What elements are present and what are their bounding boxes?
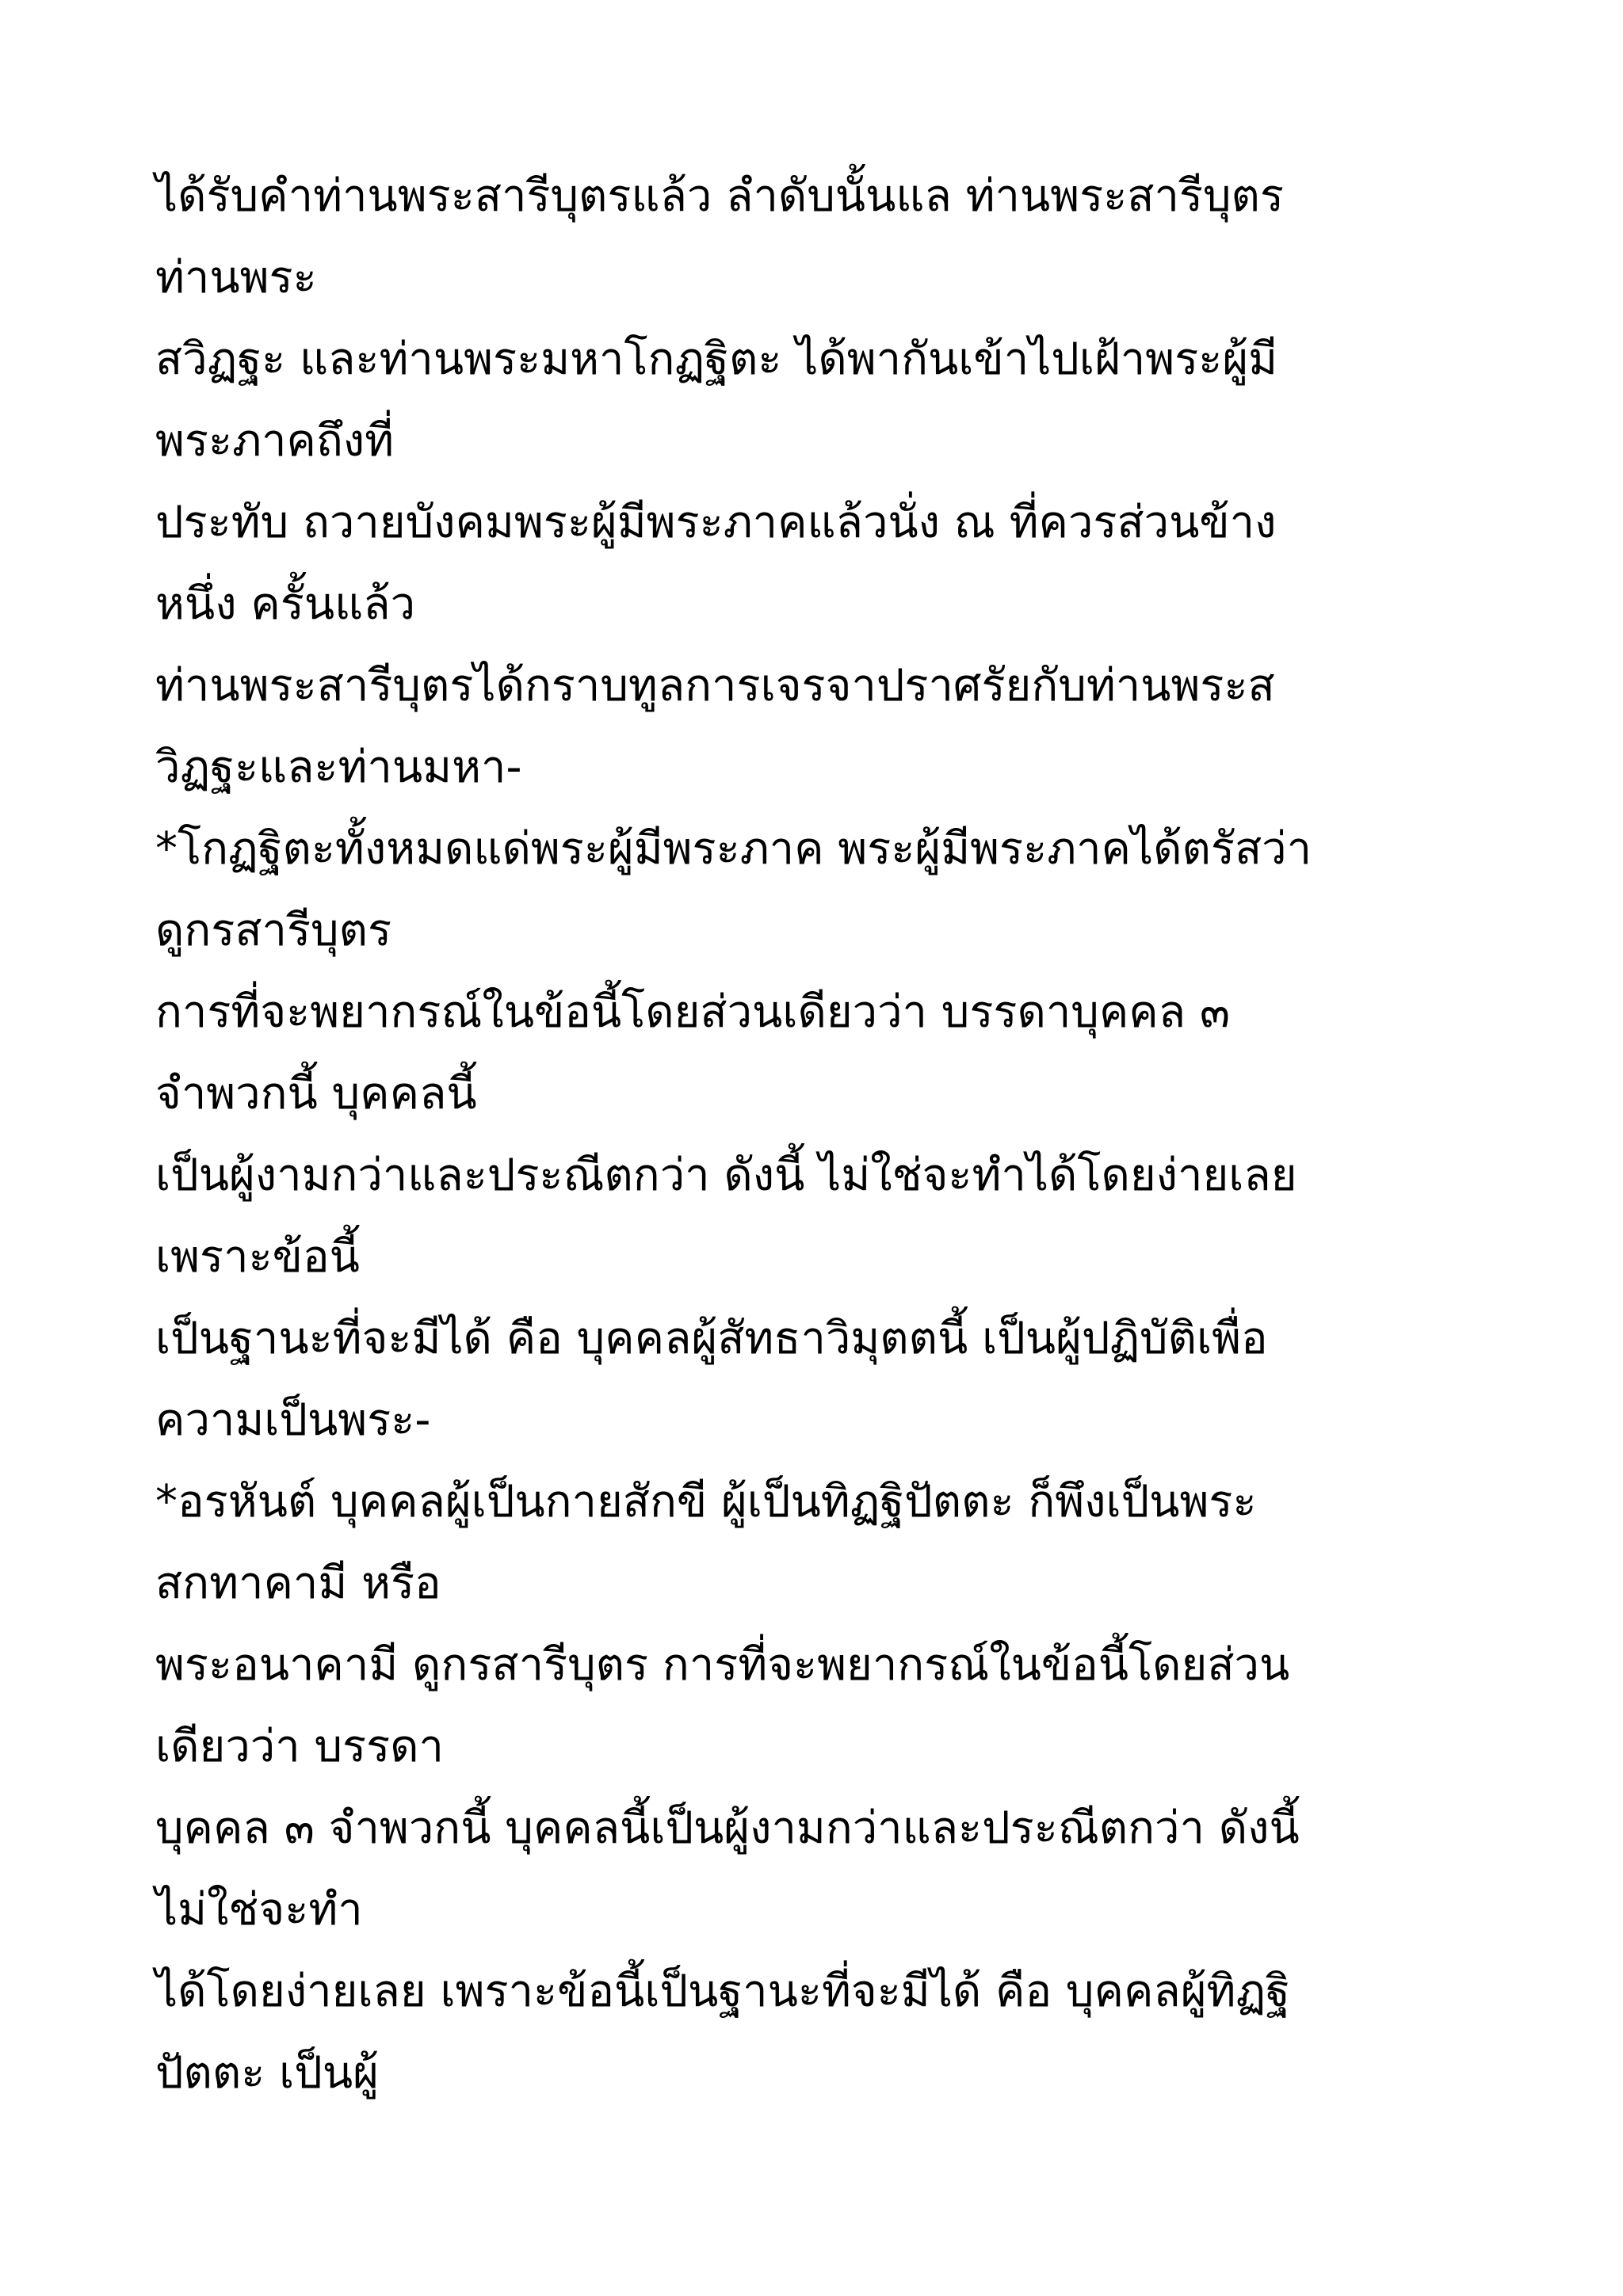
text-line: ได้โดยง่ายเลย เพราะข้อนี้เป็นฐานะที่จะมีได้ คือ บุคคลผู้ทิฏฐิ	[155, 1966, 1290, 2017]
text-line: ท่านพระ	[155, 252, 317, 303]
text-line: ท่านพระสารีบุตรได้กราบทูลการเจรจาปราศรัยกับท่านพระส	[155, 660, 1275, 711]
text-line: ดูกรสารีบุตร	[155, 905, 392, 956]
text-line: สวิฏฐะ และท่านพระมหาโกฏฐิตะ ได้พากันเข้าไปเฝ้าพระผู้มี	[155, 334, 1278, 385]
text-line: ไม่ใช่จะทำ	[155, 1884, 363, 1936]
text-line: บุคคล ๓ จำพวกนี้ บุคคลนี้เป็นผู้งามกว่าและประณีตกว่า ดังนี้	[155, 1802, 1300, 1854]
body-text	[155, 155, 1503, 2114]
text-line: เดียวว่า บรรดา	[155, 1721, 444, 1772]
text-line: พระอนาคามี ดูกรสารีบุตร การที่จะพยากรณ์ในข้อนี้โดยส่วน	[155, 1639, 1290, 1691]
text-line: จำพวกนี้ บุคคลนี้	[155, 1068, 477, 1119]
text-line: *อรหันต์ บุคคลผู้เป็นกายสักขี ผู้เป็นทิฏฐิปัตตะ ก็พึงเป็นพระ	[155, 1476, 1257, 1527]
text-line: เป็นผู้งามกว่าและประณีตกว่า ดังนี้ ไม่ใช่จะทำได้โดยง่ายเลย	[155, 1150, 1297, 1201]
text-line: หนึ่ง ครั้นแล้ว	[155, 578, 416, 630]
text-line: ได้รับคำท่านพระสารีบุตรแล้ว ลำดับนั้นแล ท่านพระสารีบุตร	[155, 170, 1284, 222]
text-line: การที่จะพยากรณ์ในข้อนี้โดยส่วนเดียวว่า บรรดาบุคคล ๓	[155, 986, 1231, 1038]
text-line: ความเป็นพระ-	[155, 1394, 431, 1446]
text-line: เพราะข้อนี้	[155, 1231, 360, 1283]
text-line: สกทาคามี หรือ	[155, 1558, 441, 1609]
text-line: ปัตตะ เป็นผู้	[155, 2047, 379, 2099]
text-line: พระภาคถึงที่	[155, 415, 395, 467]
text-line: เป็นฐานะที่จะมีได้ คือ บุคคลผู้สัทธาวิมุตตนี้ เป็นผู้ปฏิบัติเพื่อ	[155, 1313, 1268, 1364]
text-line: *โกฏฐิตะทั้งหมดแด่พระผู้มีพระภาค พระผู้มีพระภาคได้ตรัสว่า	[155, 823, 1312, 875]
text-line: วิฏฐะและท่านมหา-	[155, 742, 522, 793]
text-line: ประทับ ถวายบังคมพระผู้มีพระภาคแล้วนั่ง ณ ที่ควรส่วนข้าง	[155, 497, 1277, 548]
